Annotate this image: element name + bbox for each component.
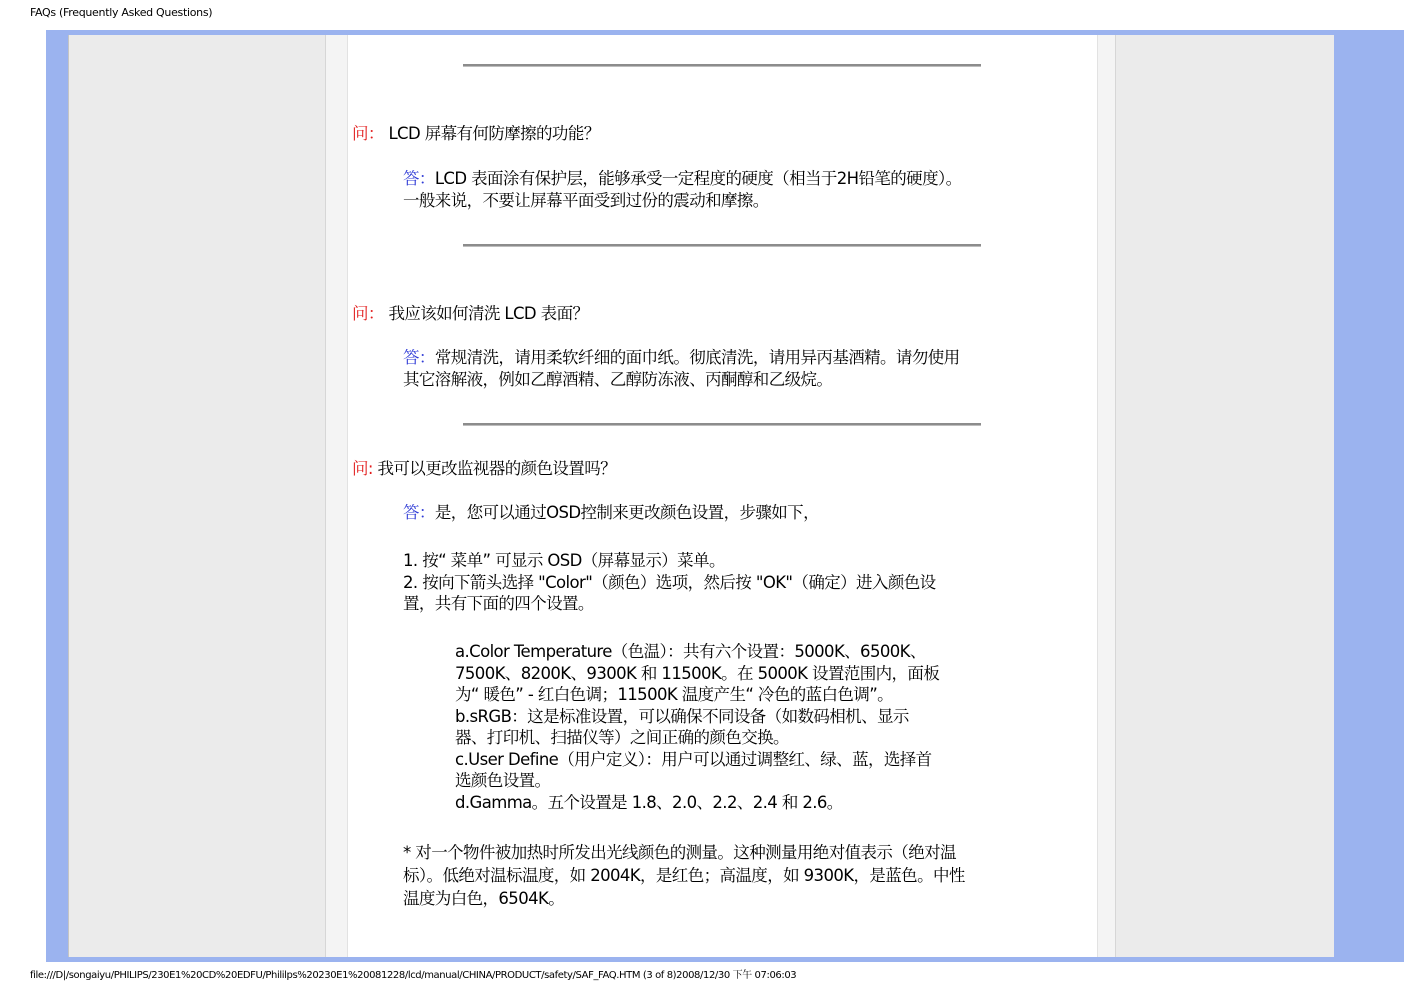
content-left-edge xyxy=(325,35,347,957)
question-text: 我可以更改监视器的颜色设置吗？ xyxy=(372,459,617,478)
answer-line: 其它溶解液，例如乙醇酒精、乙醇防冻液、丙酮醇和乙级烷。 xyxy=(403,369,833,389)
faq-question-2 xyxy=(352,300,588,324)
frame-right-strip xyxy=(1334,30,1404,962)
option-line: 选颜色设置。 xyxy=(455,771,551,790)
footnote-line: 温度为白色，6504K。 xyxy=(403,889,565,908)
option-line: d.Gamma。五个设置是 1.8、2.0、2.2、2.4 和 2.6。 xyxy=(455,792,843,812)
step-item: 1. 按“ 菜单” 可显示 OSD（屏幕显示）菜单。 xyxy=(403,551,725,570)
divider-rule xyxy=(463,423,981,426)
option-line: 器、打印机、扫描仪等）之间正确的颜色交换。 xyxy=(455,728,789,747)
option-line: c.User Define（用户定义）：用户可以通过调整红、绿、蓝，选择首 xyxy=(455,749,932,769)
question-label: 问： xyxy=(352,304,384,323)
faq-answer-3 xyxy=(403,502,819,524)
question-text: LCD 屏幕有何防摩擦的功能？ xyxy=(383,124,600,143)
option-line: 为“ 暖色” - 红白色调；11500K 温度产生“ 冷色的蓝白色调”。 xyxy=(455,685,894,704)
divider-rule xyxy=(463,64,981,67)
step-item: 2. 按向下箭头选择 "Color"（颜色）选项，然后按 "OK"（确定）进入颜色设 xyxy=(403,572,936,592)
content-right-edge xyxy=(1098,35,1116,957)
question-label: 问: xyxy=(352,459,373,478)
option-line: a.Color Temperature（色温）：共有六个设置：5000K、6500K、 xyxy=(455,642,926,661)
steps-list xyxy=(403,550,936,615)
answer-line: 一般来说，不要让屏幕平面受到过份的震动和摩擦。 xyxy=(403,190,769,210)
answer-label: 答： xyxy=(403,503,435,522)
option-line: b.sRGB：这是标准设置，可以确保不同设备（如数码相机、显示 xyxy=(455,706,909,726)
footnote-line: 标）。低绝对温标温度，如 2004K，是红色；高温度，如 9300K，是蓝色。中性 xyxy=(403,866,965,885)
divider-rule xyxy=(463,244,981,247)
answer-label: 答： xyxy=(403,169,435,188)
faq-answer-1 xyxy=(403,168,962,211)
footnote-line: * 对一个物件被加热时所发出光线颜色的测量。这种测量用绝对值表示（绝对温 xyxy=(403,843,956,862)
color-options-list xyxy=(455,641,939,813)
faq-question-3 xyxy=(352,455,616,479)
question-text: 我应该如何清洗 LCD 表面？ xyxy=(383,304,589,323)
step-item: 置，共有下面的四个设置。 xyxy=(403,594,594,613)
footnote xyxy=(403,841,965,910)
page-header-title: FAQs (Frequently Asked Questions) xyxy=(30,6,213,19)
answer-label: 答： xyxy=(403,348,435,367)
option-line: 7500K、8200K、9300K 和 11500K。在 5000K 设置范围内，面板 xyxy=(455,663,940,683)
page-footer-path: file:///D|/songaiyu/PHILIPS/230E1%20CD%20EDFU/Phililps%20230E1%20081228/lcd/manual/CHINA/PRODUCT/safety/SAF_FAQ.HTM (3 of 8)2008/12/30 下午 07:06:03 xyxy=(30,970,797,981)
faq-answer-2 xyxy=(403,347,960,390)
answer-line: 是，您可以通过OSD控制来更改颜色设置，步骤如下， xyxy=(434,503,819,522)
answer-line: 常规清洗，请用柔软纤细的面巾纸。彻底清洗，请用异丙基酒精。请勿使用 xyxy=(434,348,960,367)
question-label: 问： xyxy=(352,124,384,143)
answer-line: LCD 表面涂有保护层，能够承受一定程度的硬度（相当于2H铅笔的硬度）。 xyxy=(434,169,962,188)
faq-question-1 xyxy=(352,120,600,144)
